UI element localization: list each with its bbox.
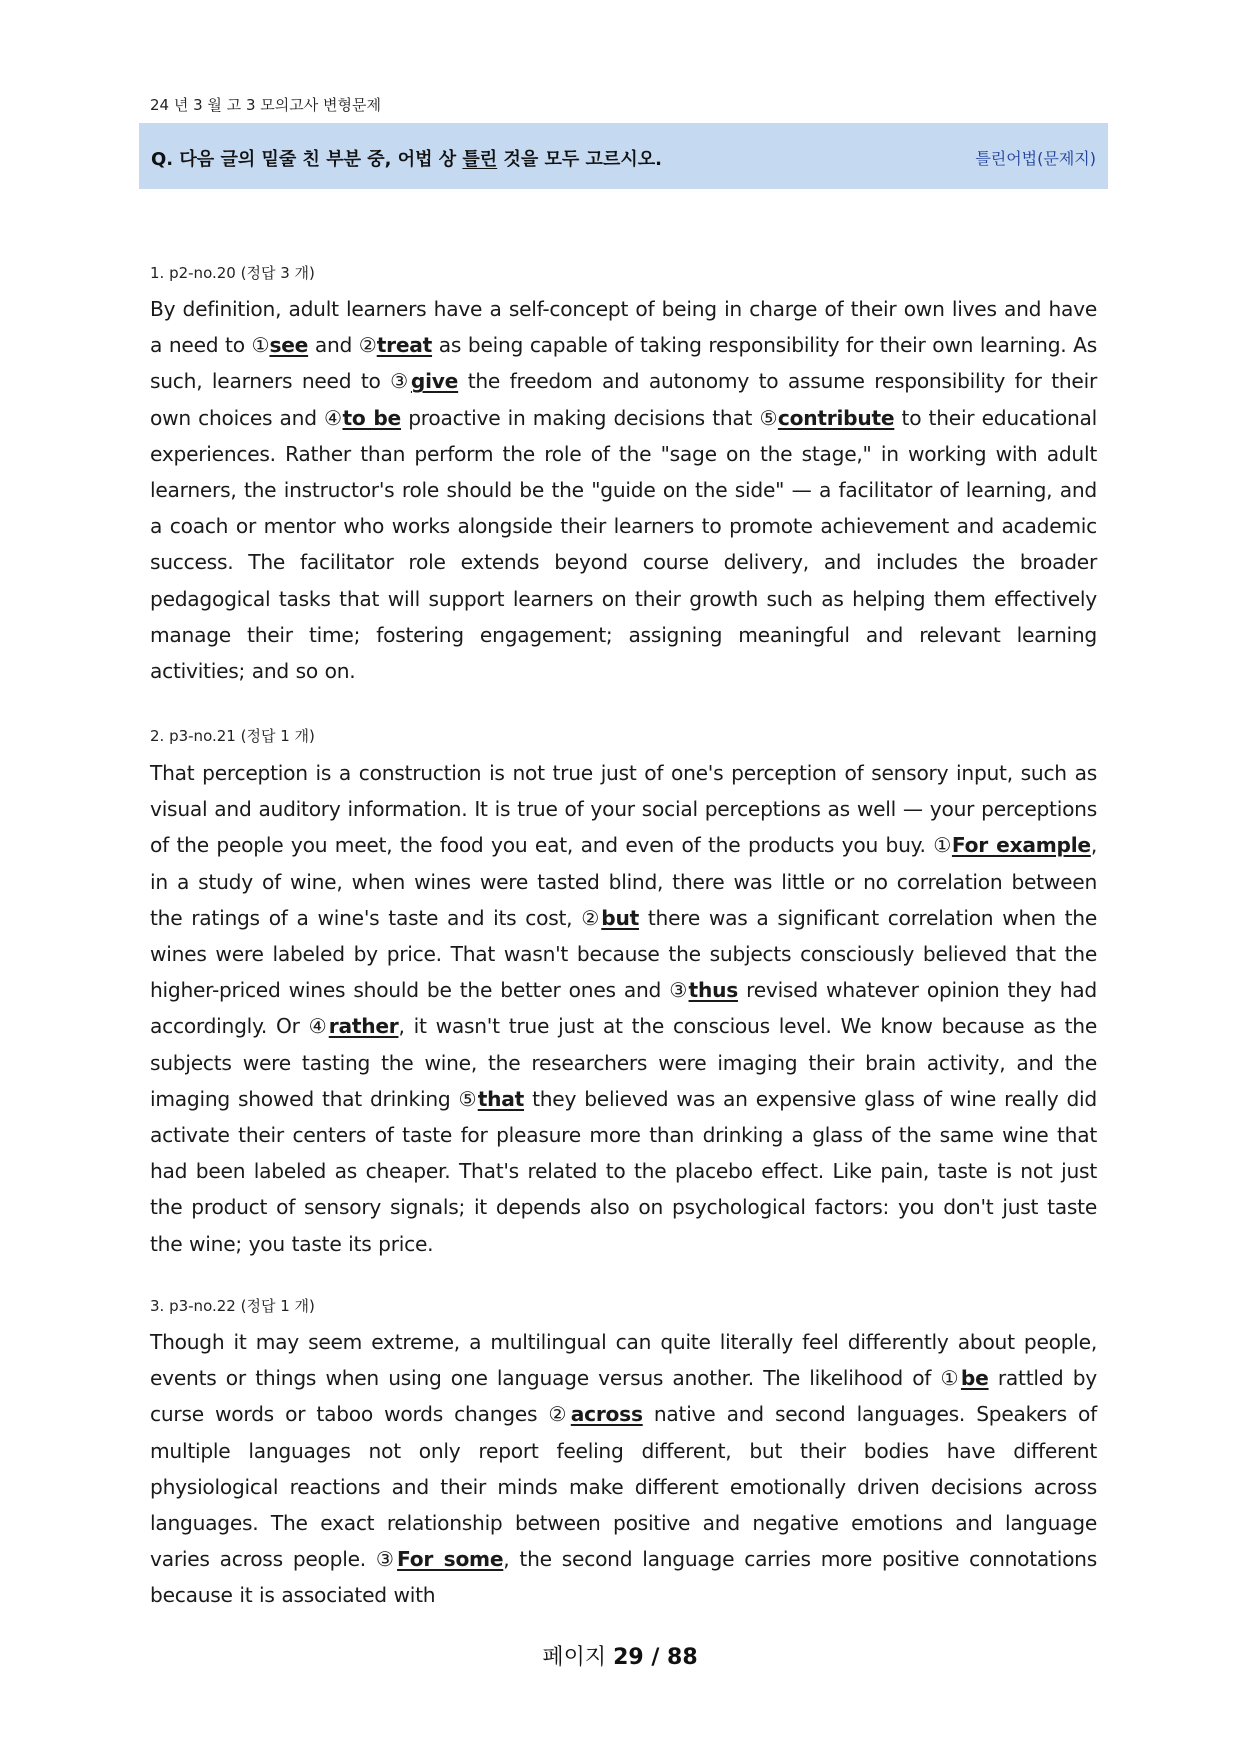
item-1-title: 1. p2-no.20 (정답 3 개) [150,264,315,282]
underlined-choice: rather [328,1014,399,1039]
underlined-choice: that [477,1086,525,1111]
choice-marker: ④ [308,1014,329,1039]
page-footer [0,1640,1240,1671]
exam-header-note: 24 년 3 월 고 3 모의고사 변형문제 [150,96,381,114]
page-current: 29 [613,1645,644,1670]
passage-text: to their educational experiences. Rather than perform the role of the "sage on the stage," in working with adult learners, the instructor's role should be the "guide on the side" — a facilitator of learning, and a coach or mentor who works alongside their learners to promote achievement and academic success. The facilitator role extends beyond course delivery, and includes the broader pedagogical tasks that will support learners on their growth such as helping them effectively manage their time; fostering engagement; assigning meaningful and relevant learning activities; and so on. [150,405,1097,684]
item-3-title: 3. p3-no.22 (정답 1 개) [150,1297,315,1315]
underlined-choice: For example [951,833,1091,858]
passage-text: there was a significant correlation when the wines were labeled by price. That wasn't because the subjects consciously believed that the higher-priced wines should be the better ones and [150,905,1097,1003]
item-3-passage [150,1324,1097,1614]
page-separator: / [643,1645,668,1670]
question-type-tag: 틀린어법(문제지) [975,149,1096,168]
underlined-choice: For some [397,1547,504,1572]
question-prefix: Q. 다음 글의 밑줄 친 부분 중, 어법 상 [151,149,463,170]
passage-text: and [308,333,359,358]
choice-marker: ③ [669,978,689,1003]
passage-text: rattled by curse words or taboo words changes [150,1366,1097,1427]
passage-text: as being capable of taking responsibility for their own learning. As such, learners need to [150,333,1097,394]
underlined-choice: be [960,1366,989,1391]
choice-marker: ① [940,1366,961,1391]
question-instruction [151,145,662,171]
underlined-choice: thus [688,978,738,1003]
choice-marker: ① [251,333,270,358]
question-underlined-word: 틀린 [462,149,498,170]
item-2-passage [150,755,1097,1262]
choice-marker: ② [358,333,377,358]
passage-text: By definition, adult learners have a self-concept of being in charge of their own lives and have a need to [150,297,1097,358]
underlined-choice: treat [376,333,433,358]
underlined-choice: across [570,1402,643,1427]
passage-text: proactive in making decisions that [401,405,760,430]
underlined-choice: but [601,905,640,930]
choice-marker: ③ [390,369,411,394]
choice-marker: ⑤ [458,1086,478,1111]
choice-marker: ② [548,1402,571,1427]
page-label: 페이지 [542,1645,614,1670]
passage-text: the freedom and autonomy to assume responsibility for their own choices and [150,369,1097,430]
choice-marker: ④ [324,405,343,430]
item-2-title: 2. p3-no.21 (정답 1 개) [150,727,315,745]
passage-text: they believed was an expensive glass of wine really did activate their centers of taste for pleasure more than drinking a glass of the same wine that had been labeled as cheaper. That's related to the placebo effect. Like pain, taste is not just the product of sensory signals; it depends also on psychological factors: you don't just taste the wine; you taste its price. [150,1086,1097,1256]
page-total: 88 [667,1645,698,1670]
underlined-choice: to be [342,405,401,430]
underlined-choice: contribute [777,405,895,430]
item-1-passage [150,291,1097,689]
passage-text: revised whatever opinion they had accordingly. Or [150,978,1097,1039]
passage-text: , it wasn't true just at the conscious level. We know because as the subjects were tasting the wine, the researchers were imaging their brain activity, and the imaging showed that drinking [150,1014,1097,1111]
underlined-choice: see [269,333,309,358]
passage-text: , the second language carries more positive connotations because it is associated with [150,1547,1097,1608]
passage-text: That perception is a construction is not true just of one's perception of sensory input, such as visual and auditory information. It is true of your social perceptions as well — your perceptions of the people you meet, the food you eat, and even of the products you buy. [150,761,1097,858]
underlined-choice: give [410,369,459,394]
choice-marker: ⑤ [759,405,778,430]
passage-text: , in a study of wine, when wines were tasted blind, there was little or no correlation between the ratings of a wine's taste and its cost, [150,833,1097,930]
passage-text: Though it may seem extreme, a multilingual can quite literally feel differently about people, events or things when using one language versus another. The likelihood of [150,1330,1097,1391]
choice-marker: ① [933,833,952,858]
choice-marker: ③ [375,1547,398,1572]
question-bar [139,123,1108,189]
choice-marker: ② [581,905,602,930]
question-suffix: 것을 모두 고르시오. [497,149,662,170]
passage-text: native and second languages. Speakers of multiple languages not only report feeling different, but their bodies have different physiological reactions and their minds make different emotionally driven decisions across languages. The exact relationship between positive and negative emotions and language varies across people. [150,1402,1097,1572]
